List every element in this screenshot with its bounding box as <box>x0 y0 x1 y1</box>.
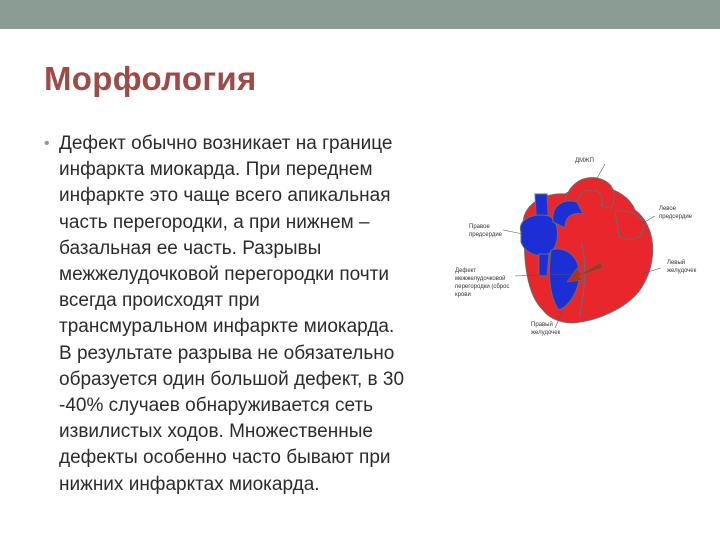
bullet-line: Дефект обычно возникает на границе <box>59 133 393 154</box>
slide-title: Морфология <box>44 60 257 97</box>
label-left-atrium-2: предсердие <box>659 214 693 220</box>
label-left-ventricle-1: Левый <box>667 260 686 266</box>
bullet-line: часть перегородки, а при нижнем – <box>59 211 370 233</box>
bullet-line: нижних инфарктах миокарда. <box>59 473 320 495</box>
bullet-line: базальная ее часть. Разрывы <box>59 237 322 259</box>
bullet-line: извилистых ходов. Множественные <box>59 421 373 443</box>
label-left-ventricle-2: желудочек <box>667 268 697 274</box>
inferior-vena-cava <box>539 254 549 276</box>
top-accent-bar <box>0 0 720 29</box>
label-defect-4: крови <box>455 292 471 298</box>
bullet-line: -40% случаев обнаруживается сеть <box>59 395 374 417</box>
label-defect-2: межжелудочковой <box>455 276 506 282</box>
label-right-atrium-2: предсердие <box>469 232 503 238</box>
bullet-line: В результате разрыва не обязательно <box>59 342 395 364</box>
label-defect-3: перегородки (сброс <box>455 284 510 290</box>
bullet-line: инфаркта миокарда. При переднем <box>59 159 373 181</box>
heart-diagram <box>455 150 717 350</box>
bullet-line: трансмуральном инфаркте миокарда. <box>59 316 395 338</box>
bullet-text <box>59 131 404 498</box>
label-right-ventricle-2: желудочек <box>531 330 561 336</box>
bullet-line: межжелудочковой перегородки почти <box>59 264 390 286</box>
label-top: ДМЖП <box>575 158 594 164</box>
label-left-atrium-1: Левое <box>659 206 677 212</box>
label-defect-1: Дефект <box>455 268 477 274</box>
label-right-atrium-1: Правое <box>469 224 490 230</box>
bullet-icon: • <box>44 135 50 152</box>
bullet-line: инфаркте это чаще всего апикальная <box>59 185 391 207</box>
bullet-line: всегда происходят при <box>59 290 260 312</box>
bullet-line: образуется один большой дефект, в 30 <box>59 368 405 390</box>
bullet-line: дефекты особенно часто бывают при <box>59 447 391 469</box>
label-right-ventricle-1: Правый <box>531 322 553 328</box>
